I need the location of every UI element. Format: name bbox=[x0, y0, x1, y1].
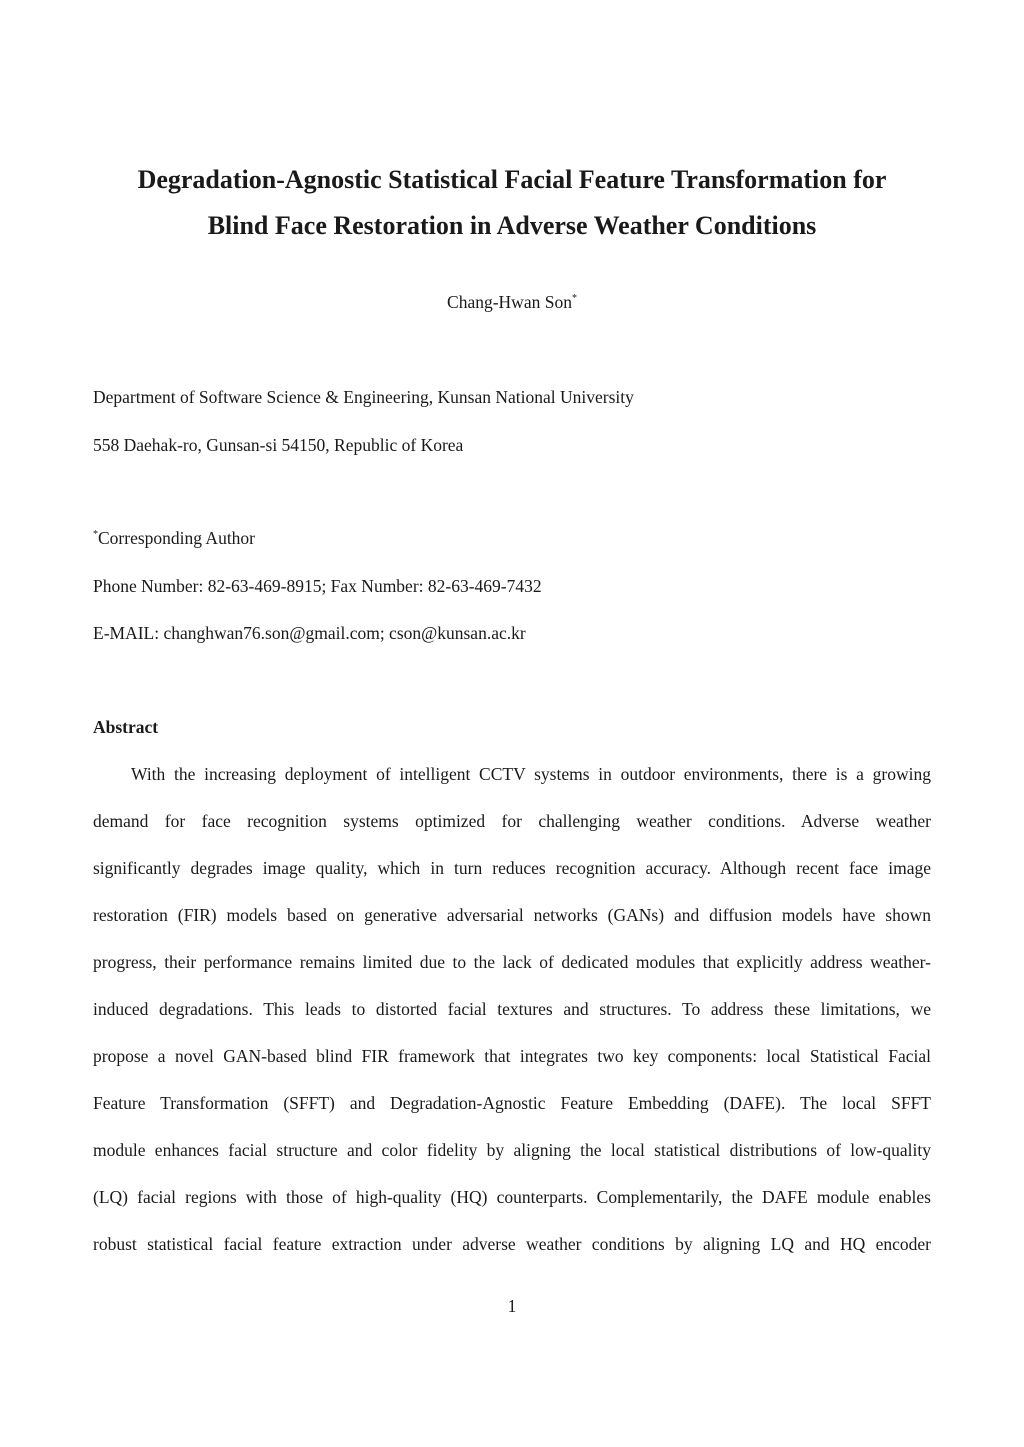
abstract-line: progress, their performance remains limited due to the lack of dedicated modules that explicitly address weather- bbox=[93, 952, 931, 972]
abstract-line: propose a novel GAN-based blind FIR framework that integrates two key components: local Statistical Facial bbox=[93, 1046, 931, 1066]
abstract-line: induced degradations. This leads to distorted facial textures and structures. To address these limitations, we bbox=[93, 999, 931, 1019]
contact-email: E-MAIL: changhwan76.son@gmail.com; cson@kunsan.ac.kr bbox=[93, 623, 526, 643]
page-number: 1 bbox=[507, 1296, 517, 1316]
author-name: Chang-Hwan Son bbox=[447, 292, 572, 312]
affiliation-address: 558 Daehak-ro, Gunsan-si 54150, Republic of Korea bbox=[93, 435, 464, 455]
corresponding-author-label bbox=[93, 530, 255, 548]
abstract-line: significantly degrades image quality, which in turn reduces recognition accuracy. Although recent face image bbox=[93, 858, 931, 878]
abstract-line: (LQ) facial regions with those of high-quality (HQ) counterparts. Complementarily, the DAFE module enables bbox=[93, 1187, 931, 1207]
abstract-heading: Abstract bbox=[93, 717, 159, 737]
abstract-line: demand for face recognition systems optimized for challenging weather conditions. Adverse weather bbox=[93, 811, 931, 831]
abstract-line: restoration (FIR) models based on generative adversarial networks (GANs) and diffusion models have shown bbox=[93, 905, 931, 925]
paper-title-line-1: Degradation-Agnostic Statistical Facial Feature Transformation for bbox=[137, 165, 887, 194]
contact-phone-fax: Phone Number: 82-63-469-8915; Fax Number: 82-63-469-7432 bbox=[93, 576, 542, 596]
author-corresponding-mark: * bbox=[571, 293, 577, 304]
paper-title-line-2: Blind Face Restoration in Adverse Weather Conditions bbox=[207, 211, 817, 240]
abstract-line: robust statistical facial feature extraction under adverse weather conditions by aligning LQ and HQ encoder bbox=[93, 1234, 931, 1254]
abstract-line: With the increasing deployment of intelligent CCTV systems in outdoor environments, there is a growing bbox=[131, 764, 931, 784]
corresponding-label-text: Corresponding Author bbox=[98, 528, 256, 548]
corresponding-mark: * bbox=[93, 529, 98, 540]
abstract-line: module enhances facial structure and color fidelity by aligning the local statistical distributions of low-quality bbox=[93, 1140, 931, 1160]
author bbox=[0, 294, 1024, 312]
affiliation-department: Department of Software Science & Engineering, Kunsan National University bbox=[93, 387, 634, 407]
abstract-line: Feature Transformation (SFFT) and Degradation-Agnostic Feature Embedding (DAFE). The local SFFT bbox=[93, 1093, 931, 1113]
